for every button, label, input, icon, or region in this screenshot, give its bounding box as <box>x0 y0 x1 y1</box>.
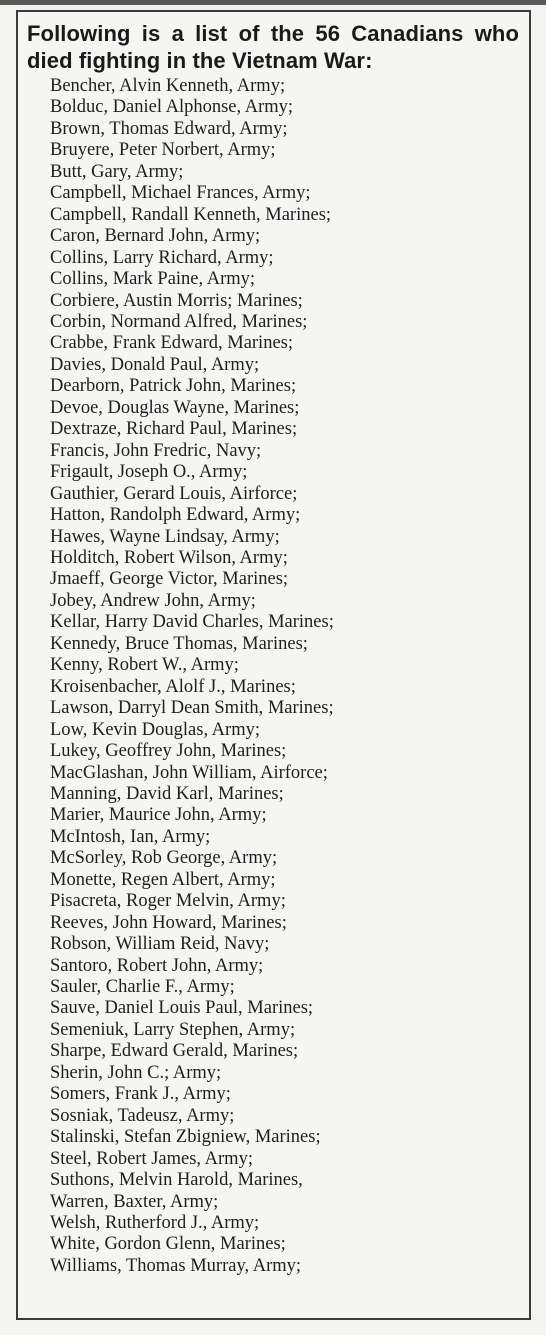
list-item: Campbell, Michael Frances, Army; <box>50 183 311 204</box>
list-item: Warren, Baxter, Army; <box>50 1191 219 1212</box>
list-item: Corbiere, Austin Morris; Marines; <box>50 290 303 311</box>
list-item: Bruyere, Peter Norbert, Army; <box>50 140 276 161</box>
list-item: Bolduc, Daniel Alphonse, Army; <box>50 97 294 118</box>
list-item: Williams, Thomas Murray, Army; <box>50 1255 302 1276</box>
list-item: Kenny, Robert W., Army; <box>50 655 239 676</box>
list-item: Collins, Mark Paine, Army; <box>50 269 256 290</box>
list-item: Monette, Regen Albert, Army; <box>50 869 276 890</box>
list-item: Collins, Larry Richard, Army; <box>50 247 274 268</box>
list-item: Kennedy, Bruce Thomas, Marines; <box>50 633 308 654</box>
list-item: Lukey, Geoffrey John, Marines; <box>50 741 287 762</box>
list-item: Hatton, Randolph Edward, Army; <box>50 505 301 526</box>
list-item: Reeves, John Howard, Marines; <box>50 912 287 933</box>
list-item: Caron, Bernard John, Army; <box>50 226 261 247</box>
list-item: Jobey, Andrew John, Army; <box>50 590 256 611</box>
list-item: Manning, David Karl, Marines; <box>50 783 284 804</box>
list-item: Marier, Maurice John, Army; <box>50 805 267 826</box>
list-item: Low, Kevin Douglas, Army; <box>50 719 260 740</box>
list-item: Robson, William Reid, Navy; <box>50 934 270 955</box>
list-item: Santoro, Robert John, Army; <box>50 955 264 976</box>
list-item: Devoe, Douglas Wayne, Marines; <box>50 397 300 418</box>
list-item: Frigault, Joseph O., Army; <box>50 462 248 483</box>
list-item: Dearborn, Patrick John, Marines; <box>50 376 297 397</box>
list-item: Kellar, Harry David Charles, Marines; <box>50 612 334 633</box>
list-item: McSorley, Rob George, Army; <box>50 848 278 869</box>
name-list <box>27 76 519 1277</box>
list-item: Butt, Gary, Army; <box>50 161 184 182</box>
list-item: McIntosh, Ian, Army; <box>50 826 211 847</box>
list-item: Sauler, Charlie F., Army; <box>50 977 235 998</box>
list-item: Corbin, Normand Alfred, Marines; <box>50 311 308 332</box>
list-item: Campbell, Randall Kenneth, Marines; <box>50 204 332 225</box>
list-item: Holditch, Robert Wilson, Army; <box>50 547 288 568</box>
list-item: MacGlashan, John William, Airforce; <box>50 762 328 783</box>
list-item: Lawson, Darryl Dean Smith, Marines; <box>50 698 334 719</box>
list-item: Welsh, Rutherford J., Army; <box>50 1213 260 1234</box>
list-item: Sherin, John C.; Army; <box>50 1062 222 1083</box>
list-item: Pisacreta, Roger Melvin, Army; <box>50 891 286 912</box>
list-item: White, Gordon Glenn, Marines; <box>50 1234 286 1255</box>
list-item: Dextraze, Richard Paul, Marines; <box>50 419 298 440</box>
list-item: Suthons, Melvin Harold, Marines, <box>50 1170 303 1191</box>
list-item: Sharpe, Edward Gerald, Marines; <box>50 1041 299 1062</box>
list-item: Steel, Robert James, Army; <box>50 1148 253 1169</box>
list-item: Hawes, Wayne Lindsay, Army; <box>50 526 280 547</box>
list-item: Gauthier, Gerard Louis, Airforce; <box>50 483 298 504</box>
list-item: Stalinski, Stefan Zbigniew, Marines; <box>50 1127 321 1148</box>
list-item: Sauve, Daniel Louis Paul, Marines; <box>50 998 314 1019</box>
list-item: Francis, John Fredric, Navy; <box>50 440 262 461</box>
list-item: Davies, Donald Paul, Army; <box>50 354 260 375</box>
list-item: Jmaeff, George Victor, Marines; <box>50 569 289 590</box>
top-rule <box>0 0 546 5</box>
list-item: Bencher, Alvin Kenneth, Army; <box>50 76 286 96</box>
list-item: Sosniak, Tadeusz, Army; <box>50 1105 235 1126</box>
list-item: Brown, Thomas Edward, Army; <box>50 118 288 139</box>
list-item: Somers, Frank J., Army; <box>50 1084 231 1105</box>
list-item: Kroisenbacher, Alolf J., Marines; <box>50 676 296 697</box>
list-item: Semeniuk, Larry Stephen, Army; <box>50 1019 296 1040</box>
newspaper-clipping <box>16 10 531 1320</box>
headline: Following is a list of the 56 Canadians who died fighting in the Vietnam War: <box>27 21 519 73</box>
list-item: Crabbe, Frank Edward, Marines; <box>50 333 294 354</box>
